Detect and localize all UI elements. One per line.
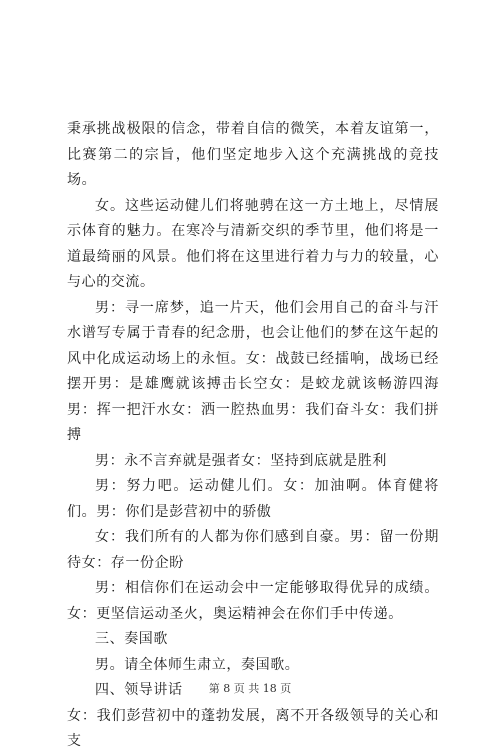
paragraph-11: 女：我们彭营初中的蓬勃发展，离不开各级领导的关心和支 — [67, 707, 439, 749]
paragraph-5: 男：努力吧。运动健儿们。女：加油啊。体育健将们。男：你们是彭营初中的骄傲 — [67, 478, 439, 520]
paragraph-2: 女。这些运动健儿们将驰骋在这一方土地上，尽情展示体育的魅力。在寒冷与清新交织的季节里，他们将是一道最绮丽的风景。他们将在这里进行着力与力的较量，心与心的交流。 — [67, 197, 439, 290]
paragraph-9: 男。请全体师生肃立，奏国歌。 — [95, 656, 300, 673]
section-heading-leader-speech: 四、领导讲话 — [95, 682, 183, 698]
paragraph-1: 秉承挑战极限的信念，带着自信的微笑，本着友谊第一，比赛第二的宗旨，他们坚定地步入这个充满挑战的竞技场。 — [67, 121, 439, 188]
paragraph-6: 女：我们所有的人都为你们感到自豪。男：留一份期待女：存一份企盼 — [67, 529, 439, 571]
section-heading-anthem: 三、奏国歌 — [95, 631, 168, 647]
page-body — [67, 117, 439, 755]
paragraph-7: 男：相信你们在运动会中一定能够取得优异的成绩。女：更坚信运动圣火，奥运精神会在你们手中传递。 — [67, 580, 439, 622]
paragraph-3: 男：寻一席梦，追一片天，他们会用自己的奋斗与汗水谱写专属于青春的纪念册，也会让他们的梦在这午起的风中化成运动场上的永恒。女：战鼓已经擂响，战场已经摆开男：是雄鹰就该搏击长空女：是蛟龙就该畅游四海男：挥一把汗水女：洒一腔热血男：我们奋斗女：我们拼搏 — [67, 299, 439, 443]
page-number-footer: 第 8 页 共 18 页 — [208, 682, 292, 695]
paragraph-4: 男：永不言弃就是强者女：坚持到底就是胜利 — [95, 452, 387, 469]
